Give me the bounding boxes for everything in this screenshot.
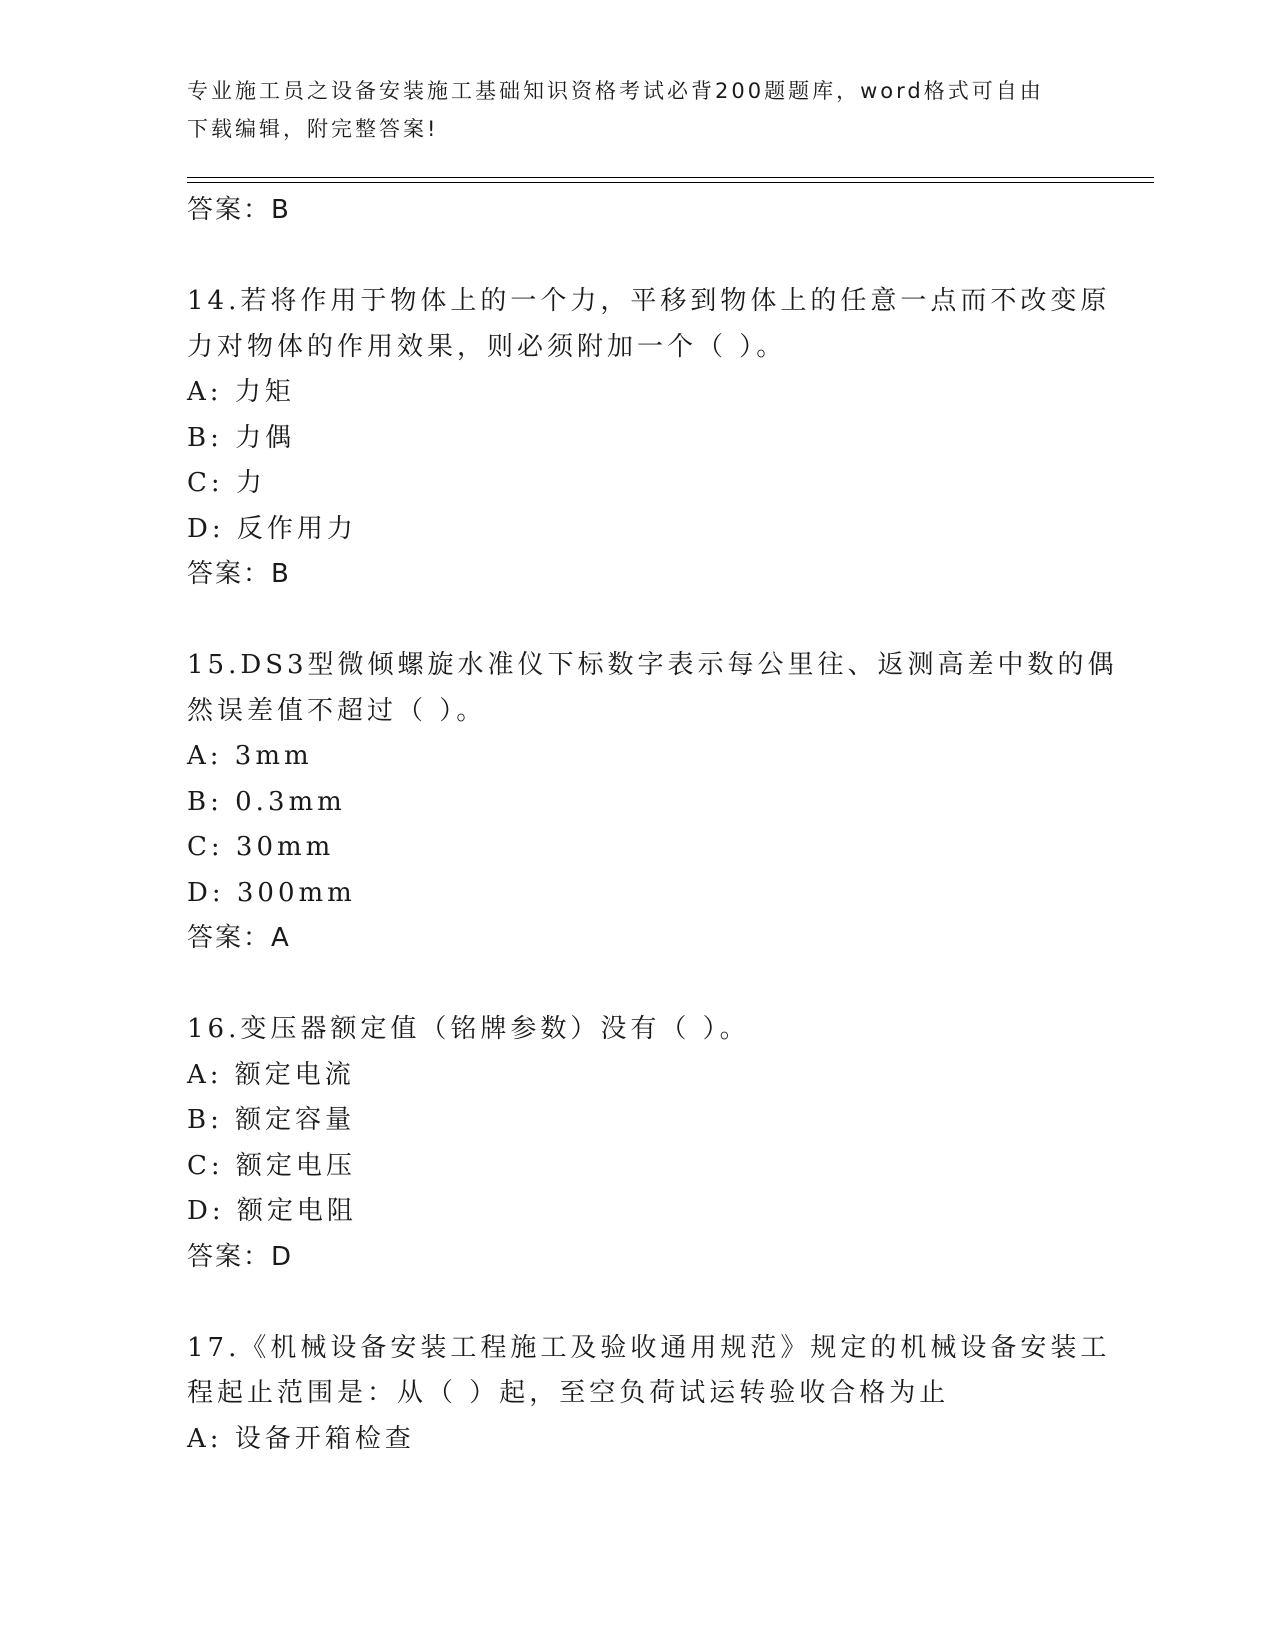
question-stem: 17.《机械设备安装工程施工及验收通用规范》规定的机械设备安装工 bbox=[187, 1332, 1111, 1363]
question-17 bbox=[187, 1326, 1111, 1463]
option-b: B: 力偶 bbox=[187, 422, 296, 453]
option-c: C: 额定电压 bbox=[187, 1150, 356, 1181]
option-c: C: 力 bbox=[187, 468, 266, 498]
option-b: B: 0.3mm bbox=[187, 786, 346, 817]
option-a: A: 力矩 bbox=[187, 377, 295, 407]
answer-line: 答案：A bbox=[187, 923, 291, 953]
option-d: D: 300mm bbox=[187, 877, 356, 908]
document-body bbox=[187, 188, 1118, 1462]
option-b: B: 额定容量 bbox=[187, 1105, 356, 1135]
page-header bbox=[187, 72, 1087, 148]
answer-line: 答案：B bbox=[187, 559, 291, 589]
question-14 bbox=[187, 279, 1111, 598]
option-a: A: 3mm bbox=[187, 741, 313, 771]
question-16 bbox=[187, 1007, 1087, 1280]
option-a: A: 设备开箱检查 bbox=[187, 1423, 415, 1454]
option-c: C: 30mm bbox=[187, 832, 335, 862]
answer-line: 答案：B bbox=[187, 195, 291, 225]
option-d: D: 额定电阻 bbox=[187, 1196, 357, 1226]
header-divider-bottom bbox=[187, 182, 1154, 183]
answer-line: 答案：D bbox=[187, 1241, 294, 1272]
question-stem: 程起止范围是：从（ ）起，至空负荷试运转验收合格为止 bbox=[187, 1378, 950, 1408]
question-stem: 16.变压器额定值（铭牌参数）没有（ ）。 bbox=[187, 1014, 750, 1044]
header-line-1: 专业施工员之设备安装施工基础知识资格考试必背200题题库，word格式可自由 bbox=[187, 79, 1044, 103]
header-divider-top bbox=[187, 177, 1154, 178]
option-a: A: 额定电流 bbox=[187, 1059, 355, 1090]
question-15 bbox=[187, 643, 1118, 962]
question-stem: 力对物体的作用效果，则必须附加一个（ ）。 bbox=[187, 331, 787, 362]
question-stem: 然误差值不超过（ ）。 bbox=[187, 695, 487, 726]
option-d: D: 反作用力 bbox=[187, 513, 357, 544]
question-stem: 14.若将作用于物体上的一个力，平移到物体上的任意一点而不改变原 bbox=[187, 286, 1111, 316]
header-line-2: 下载编辑，附完整答案! bbox=[187, 117, 439, 141]
question-stem: 15.DS3型微倾螺旋水准仪下标数字表示每公里往、返测高差中数的偶 bbox=[187, 650, 1118, 680]
